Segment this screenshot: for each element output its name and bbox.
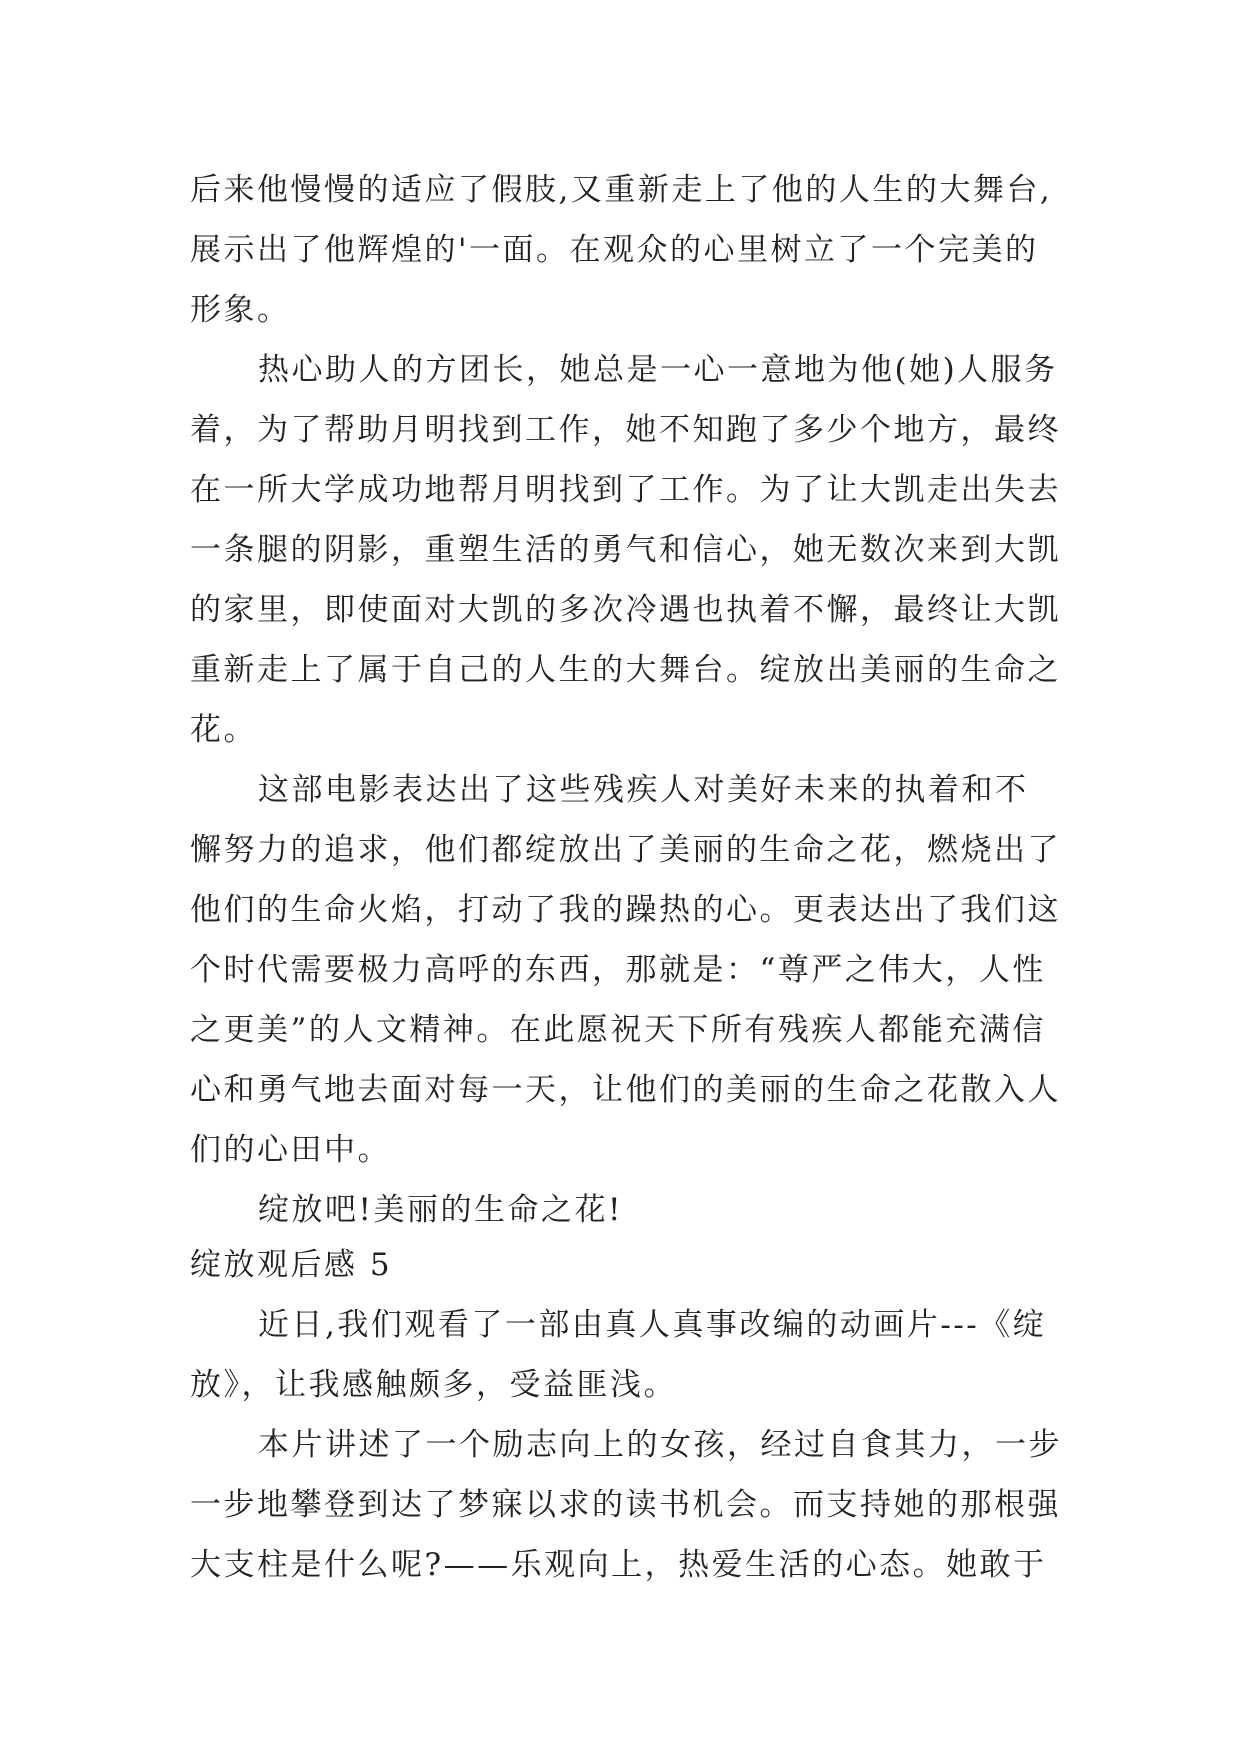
text-line: 们的心田中。: [190, 1132, 391, 1168]
paragraph-first-line: 绽放吧!美丽的生命之花!: [258, 1192, 623, 1228]
text-line: 一步地攀登到达了梦寐以求的读书机会。而支持她的那根强: [190, 1487, 1061, 1523]
section-heading: 绽放观后感 5: [190, 1247, 393, 1283]
text-line: 心和勇气地去面对每一天，让他们的美丽的生命之花散入人: [190, 1072, 1061, 1108]
text-line: 展示出了他辉煌的'一面。在观众的心里树立了一个完美的: [190, 232, 1039, 268]
paragraph-first-line: 热心助人的方团长，她总是一心一意地为他(她)人服务: [258, 352, 1058, 388]
text-line: 花。: [190, 712, 257, 748]
text-line: 在一所大学成功地帮月明找到了工作。为了让大凯走出失去: [190, 472, 1061, 508]
text-line: 大支柱是什么呢?——乐观向上，热爱生活的心态。她敢于: [190, 1547, 1047, 1583]
text-line: 重新走上了属于自己的人生的大舞台。绽放出美丽的生命之: [190, 652, 1061, 688]
text-line: 懈努力的追求，他们都绽放出了美丽的生命之花，燃烧出了: [190, 832, 1061, 868]
paragraph-first-line: 近日,我们观看了一部由真人真事改编的动画片---《绽: [258, 1307, 1047, 1343]
text-line: 他们的生命火焰，打动了我的躁热的心。更表达出了我们这: [190, 892, 1061, 928]
text-line: 之更美”的人文精神。在此愿祝天下所有残疾人都能充满信: [190, 1012, 1046, 1048]
text-line: 个时代需要极力高呼的东西，那就是：“尊严之伟大，人性: [190, 952, 1046, 988]
paragraph-first-line: 本片讲述了一个励志向上的女孩，经过自食其力，一步: [258, 1427, 1062, 1463]
text-line: 放》，让我感触颇多，受益匪浅。: [190, 1367, 677, 1403]
text-line: 的家里，即使面对大凯的多次冷遇也执着不懈，最终让大凯: [190, 592, 1061, 628]
paragraph-first-line: 这部电影表达出了这些残疾人对美好未来的执着和不: [258, 772, 1029, 808]
text-line: 着，为了帮助月明找到工作，她不知跑了多少个地方，最终: [190, 412, 1061, 448]
text-line: 一条腿的阴影，重塑生活的勇气和信心，她无数次来到大凯: [190, 532, 1061, 568]
text-line: 后来他慢慢的适应了假肢,又重新走上了他的人生的大舞台,: [190, 172, 1053, 208]
text-line: 形象。: [190, 292, 291, 328]
